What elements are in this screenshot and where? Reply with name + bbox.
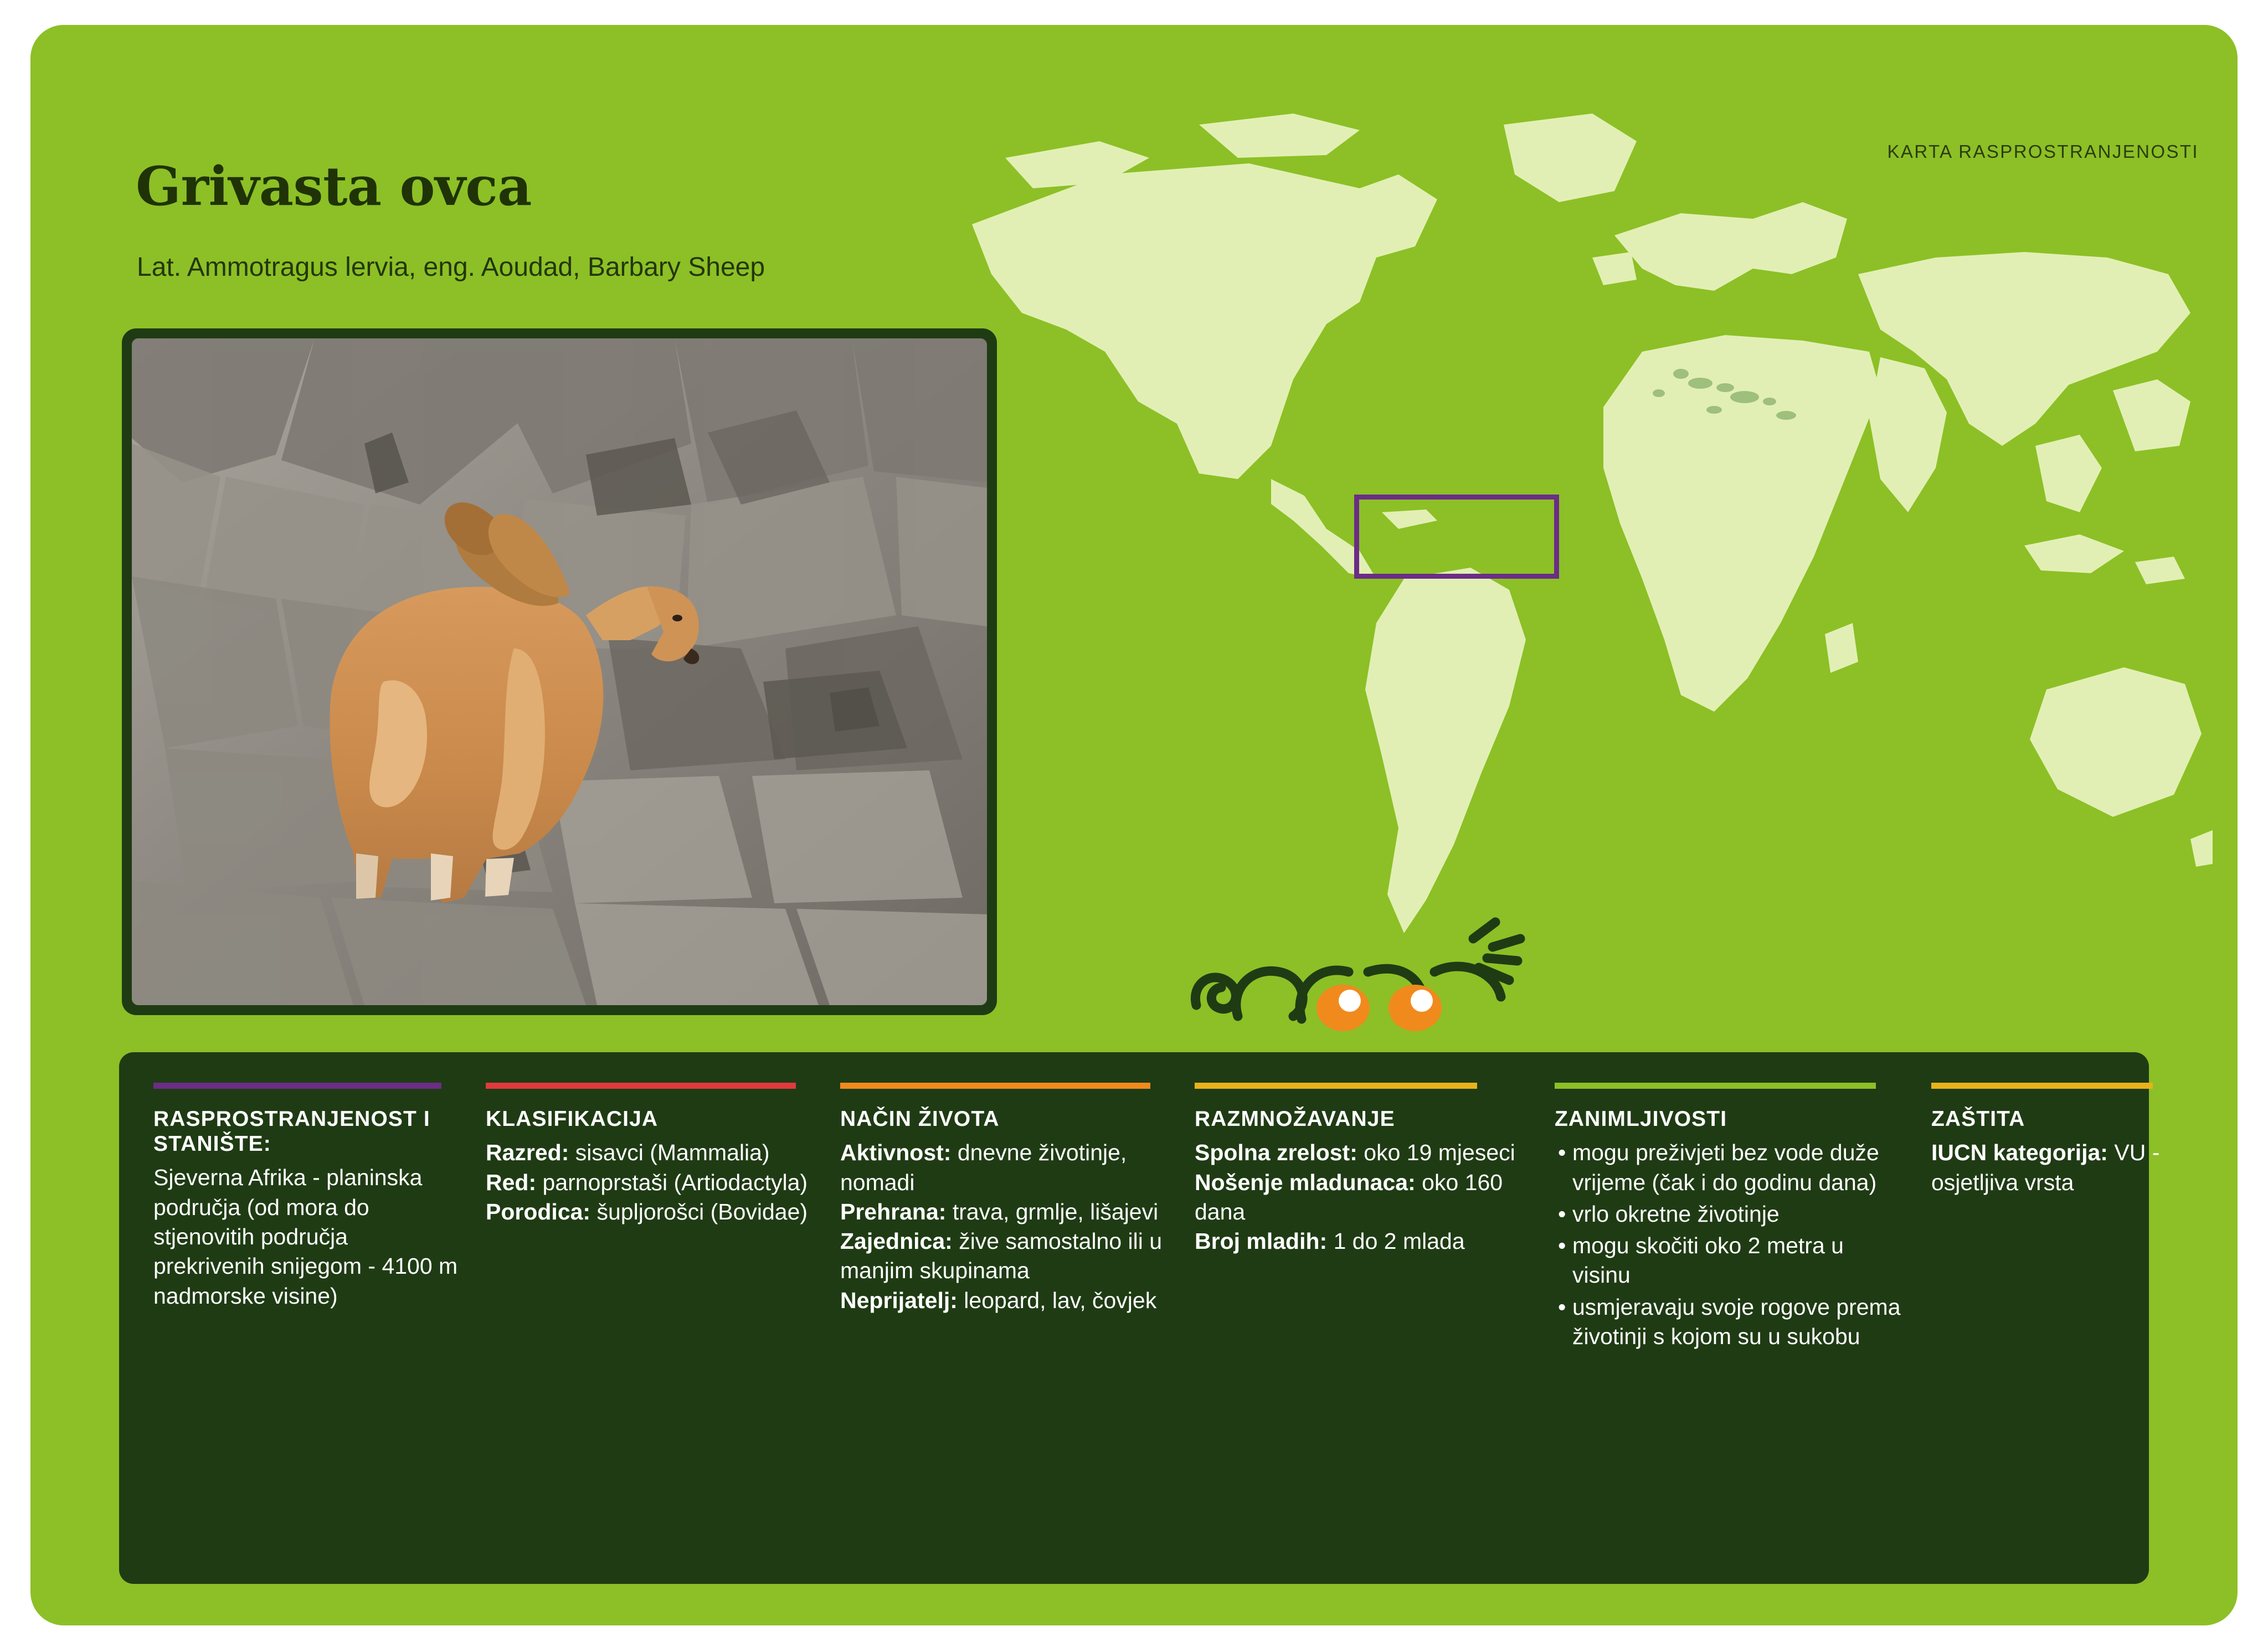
info-row — [1195, 1227, 1530, 1256]
list-item: • vrlo okretne životinje — [1555, 1200, 1907, 1229]
info-value: sisavci (Mammalia) — [575, 1140, 770, 1166]
animal-photo-frame — [122, 328, 997, 1015]
page-subtitle: Lat. Ammotragus lervia, eng. Aoudad, Barbary Sheep — [137, 253, 765, 282]
info-column-classification — [474, 1083, 828, 1562]
range-highlight-box — [1354, 495, 1559, 579]
page-title: Grivasta ovca — [136, 155, 532, 218]
info-label: Prehrana: — [840, 1198, 947, 1224]
info-row — [486, 1168, 816, 1197]
info-row — [1931, 1138, 2162, 1197]
info-label: Porodica: — [486, 1198, 591, 1224]
info-label: Red: — [486, 1169, 537, 1195]
mascot-decoration — [1185, 905, 1540, 1033]
column-rule — [1931, 1083, 2153, 1089]
info-label: Razred: — [486, 1140, 569, 1166]
column-rule — [1195, 1083, 1477, 1089]
column-body: Sjeverna Afrika - planinska područja (od mora do stjenovitih područja prekrivenih snijegom - 4100 m nadmorske visine) — [153, 1165, 458, 1309]
info-label: Aktivnost: — [840, 1140, 952, 1166]
info-column-protection — [1919, 1083, 2174, 1562]
info-row — [840, 1286, 1170, 1315]
info-column-distribution — [141, 1083, 474, 1562]
poster-card — [30, 25, 2238, 1625]
info-row — [840, 1138, 1170, 1197]
info-row — [486, 1138, 816, 1167]
list-item: • mogu preživjeti bez vode duže vrijeme (čak i do godinu dana) — [1555, 1138, 1907, 1197]
info-value: VU - osjetljiva vrsta — [1931, 1140, 2160, 1195]
column-rule — [1555, 1083, 1876, 1089]
map-caption: KARTA RASPROSTRANJENOSTI — [1887, 141, 2199, 162]
info-column-lifestyle — [828, 1083, 1182, 1562]
info-label: IUCN kategorija: — [1931, 1140, 2108, 1166]
info-panel — [119, 1052, 2160, 1584]
column-heading: RASPROSTRANJENOST I STANIŠTE: — [153, 1107, 430, 1156]
info-value: leopard, lav, čovjek — [964, 1287, 1157, 1313]
info-row — [486, 1197, 816, 1227]
info-column-reproduction — [1182, 1083, 1542, 1562]
list-item: • usmjeravaju svoje rogove prema životinji s kojom su u sukobu — [1555, 1293, 1907, 1352]
column-rule — [840, 1083, 1150, 1089]
column-rule — [153, 1083, 441, 1089]
info-value: parnoprstaši (Artiodactyla) — [542, 1169, 808, 1195]
column-heading: ZAŠTITA — [1931, 1107, 2025, 1131]
info-row — [1195, 1168, 1530, 1227]
info-label: Zajednica: — [840, 1228, 953, 1254]
column-heading: NAČIN ŽIVOTA — [840, 1107, 1000, 1131]
info-value: žive samostalno ili u manjim skupinama — [840, 1228, 1163, 1284]
info-row — [1195, 1138, 1530, 1167]
info-value: oko 160 dana — [1195, 1169, 1503, 1224]
info-value: trava, grmlje, lišajevi — [952, 1198, 1159, 1224]
info-label: Spolna zrelost: — [1195, 1140, 1357, 1166]
info-label: Nošenje mladunaca: — [1195, 1169, 1416, 1195]
world-map — [939, 91, 2213, 1005]
info-value: 1 do 2 mlada — [1333, 1228, 1465, 1254]
info-column-facts — [1542, 1083, 1919, 1562]
column-heading: KLASIFIKACIJA — [486, 1107, 659, 1131]
list-item: • mogu skočiti oko 2 metra u visinu — [1555, 1231, 1907, 1290]
info-value: šupljorošci (Bovidae) — [596, 1198, 808, 1224]
column-rule — [486, 1083, 796, 1089]
column-heading: RAZMNOŽAVANJE — [1195, 1107, 1395, 1131]
info-label: Broj mladih: — [1195, 1228, 1328, 1254]
info-value: dnevne životinje, nomadi — [840, 1140, 1127, 1195]
facts-list — [1555, 1138, 1907, 1351]
info-row — [840, 1227, 1170, 1286]
column-heading: ZANIMLJIVOSTI — [1555, 1107, 1727, 1131]
info-label: Neprijatelj: — [840, 1287, 958, 1313]
info-value: oko 19 mjeseci — [1364, 1140, 1515, 1166]
info-row — [840, 1197, 1170, 1227]
animal-photo — [132, 338, 987, 1005]
